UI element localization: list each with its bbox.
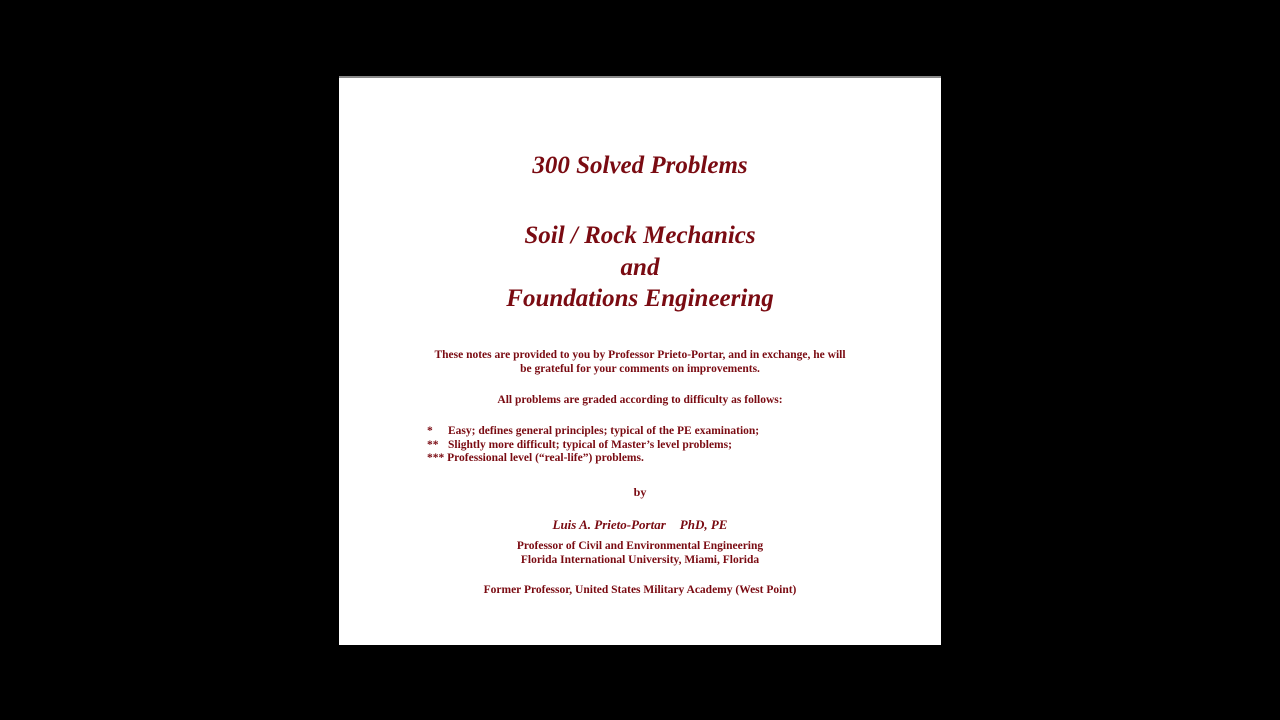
difficulty-description: Easy; defines general principles; typical of the PE examination; xyxy=(448,425,760,437)
difficulty-stars: ** xyxy=(427,438,439,451)
difficulty-description: Slightly more difficult; typical of Master’s level problems; xyxy=(448,438,732,451)
difficulty-description: Professional level (“real-life”) problems. xyxy=(447,452,644,464)
difficulty-stars: * xyxy=(427,425,433,437)
subtitle-line: Foundations Engineering xyxy=(506,285,774,312)
author-affiliation xyxy=(339,539,941,567)
graded-note: All problems are graded according to difficulty as follows: xyxy=(497,394,783,406)
intro-line: be grateful for your comments on improvements. xyxy=(520,363,760,375)
document-title: 300 Solved Problems xyxy=(532,152,748,179)
by-label: by xyxy=(633,485,647,499)
author-line xyxy=(339,517,941,533)
former-position: Former Professor, United States Military Academy (West Point) xyxy=(483,584,797,596)
intro-paragraph xyxy=(339,348,941,376)
document-subtitle xyxy=(339,220,941,315)
affiliation-line: Professor of Civil and Environmental Engineering xyxy=(516,540,764,552)
difficulty-levels-list xyxy=(427,425,759,466)
author-credentials: PhD, PE xyxy=(679,517,728,532)
difficulty-level-item xyxy=(427,452,759,466)
document-page xyxy=(339,76,941,645)
difficulty-level-item xyxy=(427,425,759,439)
difficulty-stars: *** xyxy=(427,452,445,464)
subtitle-line: Soil / Rock Mechanics xyxy=(524,222,756,249)
subtitle-line: and xyxy=(620,253,660,281)
affiliation-line: Florida International University, Miami, Florida xyxy=(520,554,760,566)
author-name: Luis A. Prieto-Portar xyxy=(552,517,666,532)
intro-line: These notes are provided to you by Professor Prieto-Portar, and in exchange, he will xyxy=(434,349,846,361)
difficulty-level-item xyxy=(427,439,759,453)
